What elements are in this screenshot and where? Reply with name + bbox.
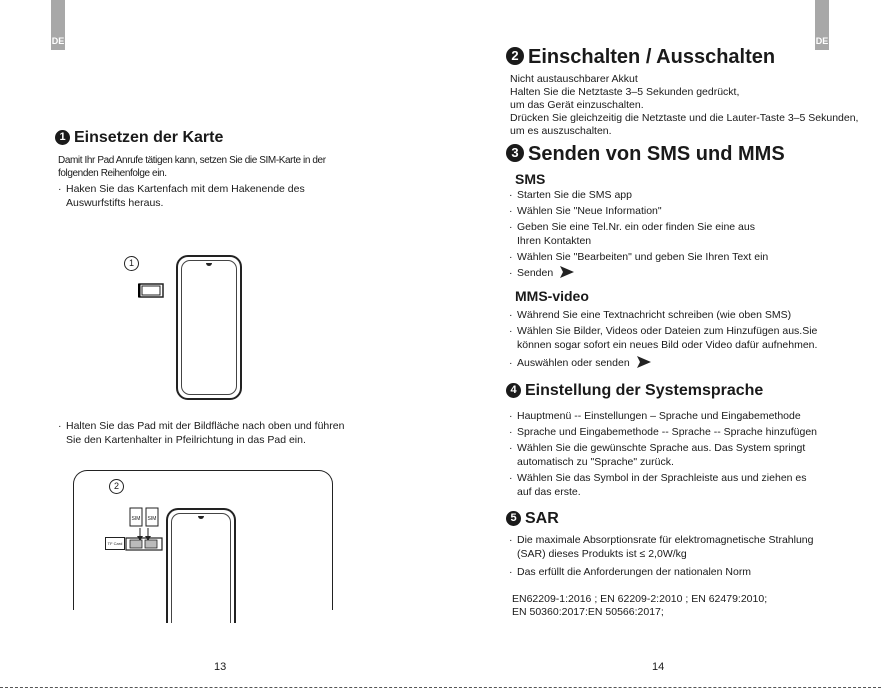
svg-text:SIM: SIM [131,516,141,522]
section2-line: Nicht austauschbarer Akkut [510,73,638,85]
bottom-cut-line [0,687,881,688]
section3-badge: 3 [506,144,524,162]
norms-line: EN62209-1:2016 ; EN 62209-2:2010 ; EN 62479:2010; [512,593,768,605]
section1-badge: 1 [55,130,70,145]
list-item: · Während Sie eine Textnachricht schreiben (wie oben SMS) [509,309,792,321]
list-item: · Starten Sie die SMS app [509,189,632,201]
list-item: · Wählen Sie "Neue Information" [509,205,662,217]
list-item: · Das erfüllt die Anforderungen der nationalen Norm [509,566,752,578]
section1-heading [55,129,223,147]
list-item: · Auswählen oder senden [509,356,817,370]
section5-title: SAR [525,510,559,527]
section2-line: um das Gerät einzuschalten. [510,99,644,111]
section5-list [509,533,813,579]
section1-title: Einsetzen der Karte [74,129,224,146]
send-arrow-icon [560,266,574,278]
mms-list [509,308,817,370]
card-tray-icon [124,535,164,553]
mms-subheading: MMS-video [515,288,589,304]
section4-badge: 4 [506,383,521,398]
tf-card-label: TF Card [105,537,125,550]
list-item: · Die maximale Absorptionsrate für elektromagnetische Strahlung (SAR) dieses Produkts ist ≤ 2,0W/kg [509,534,814,560]
section2-heading [506,46,775,69]
list-item: · Sprache und Eingabemethode -- Sprache -- Sprache hinzufügen [509,426,818,438]
sms-list [509,188,768,280]
section5-badge: 5 [506,511,521,526]
list-item: · Wählen Sie "Bearbeiten" und geben Sie Ihren Text ein [509,251,769,263]
norms-block [512,593,767,619]
section1-step1: · Haken Sie das Kartenfach mit dem Hakenende des Auswurfstifts heraus. [58,183,305,209]
sim-tray-icon [138,283,164,299]
section1-intro-1: Damit Ihr Pad Anrufe tätigen kann, setzen Sie die SIM-Karte in der [58,155,326,166]
phone-illustration-2 [166,508,236,623]
language-tab-right: DE [815,0,829,50]
list-item: · Hauptmenü -- Einstellungen – Sprache und Eingabemethode [509,410,801,422]
section1-intro-2: folgenden Reihenfolge ein. [58,168,167,179]
page-number-right: 14 [652,661,665,673]
section1-step2: · Halten Sie das Pad mit der Bildfläche nach oben und führen Sie den Kartenhalter in Pfeilrichtung in das Pad ein. [58,420,345,446]
section2-badge: 2 [506,47,524,65]
section4-list [509,409,817,499]
section4-title: Einstellung der Systemsprache [525,382,764,399]
section2-title: Einschalten / Ausschalten [528,46,776,68]
section2-line: um es auszuschalten. [510,125,612,137]
list-item: · Wählen Sie die gewünschte Sprache aus. Das System springt automatisch zu "Sprache" zurück. [509,442,806,468]
list-item: · Wählen Sie Bilder, Videos oder Dateien zum Hinzufügen aus.Sie können sogar sofort ein neues Bild oder Video dafür aufnehmen. [509,325,818,351]
figure2-number: 2 [109,479,124,494]
send-arrow-icon [637,356,651,368]
language-tab-left: DE [51,0,65,50]
norms-line: EN 50360:2017:EN 50566:2017; [512,606,664,618]
list-item: · Senden [509,266,768,280]
page-number-left: 13 [214,661,227,673]
section2-line: Drücken Sie gleichzeitig die Netztaste und die Lauter-Taste 3–5 Sekunden, [510,112,859,124]
list-item: · Wählen Sie das Symbol in der Sprachleiste aus und ziehen es auf das erste. [509,472,807,498]
section5-heading [506,510,559,528]
section2-body [510,73,858,138]
section3-title: Senden von SMS und MMS [528,143,785,165]
list-item: · Geben Sie eine Tel.Nr. ein oder finden Sie eine aus Ihren Kontakten [509,221,755,247]
section3-heading [506,143,785,166]
figure1-number: 1 [124,256,139,271]
section4-heading [506,382,763,400]
sms-subheading: SMS [515,171,546,187]
svg-text:SIM: SIM [147,516,157,522]
phone-illustration-1 [176,255,242,400]
section2-line: Halten Sie die Netztaste 3–5 Sekunden gedrückt, [510,86,740,98]
